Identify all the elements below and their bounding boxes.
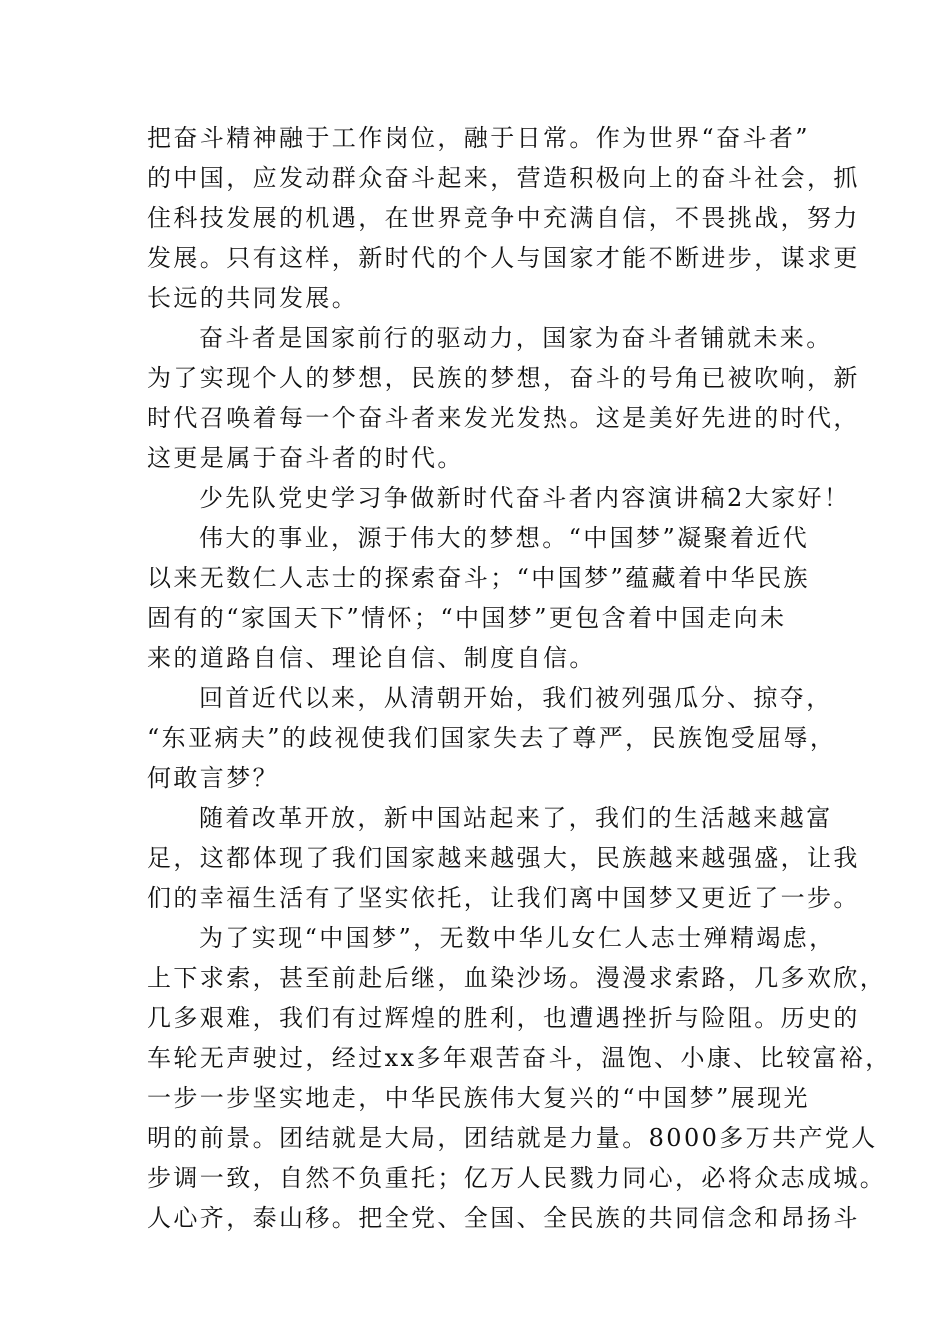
text-line: 来的道路自信、理论自信、制度自信。 xyxy=(147,644,596,672)
text-line: 为了实现个人的梦想，民族的梦想，奋斗的号角已被吹响，新 xyxy=(147,364,860,392)
text-line: 伟大的事业，源于伟大的梦想。“中国梦”凝聚着近代 xyxy=(199,524,810,552)
text-line: 少先队党史学习争做新时代奋斗者内容演讲稿2大家好！ xyxy=(199,484,851,512)
text-line: 明的前景。团结就是大局，团结就是力量。8000多万共产党人 xyxy=(147,1124,878,1152)
text-line: 回首近代以来，从清朝开始，我们被列强瓜分、掠夺， xyxy=(199,684,833,712)
text-line: 把奋斗精神融于工作岗位，融于日常。作为世界“奋斗者” xyxy=(147,124,810,152)
text-line: 一步一步坚实地走，中华民族伟大复兴的“中国梦”展现光 xyxy=(147,1084,810,1112)
text-line: 的中国，应发动群众奋斗起来，营造积极向上的奋斗社会，抓 xyxy=(147,164,860,192)
text-line: 时代召唤着每一个奋斗者来发光发热。这是美好先进的时代， xyxy=(147,404,860,432)
text-line: 这更是属于奋斗者的时代。 xyxy=(147,444,464,472)
text-line: 人心齐，泰山移。把全党、全国、全民族的共同信念和昂扬斗 xyxy=(147,1204,860,1232)
paragraph-4 xyxy=(147,518,810,678)
paragraph-3 xyxy=(147,478,851,518)
text-line: 车轮无声驶过，经过xx多年艰苦奋斗，温饱、小康、比较富裕， xyxy=(147,1044,892,1072)
paragraph-6 xyxy=(147,798,860,918)
text-line: 几多艰难，我们有过辉煌的胜利，也遭遇挫折与险阻。历史的 xyxy=(147,1004,860,1032)
text-line: 上下求索，甚至前赴后继，血染沙场。漫漫求索路，几多欢欣， xyxy=(147,964,887,992)
text-line: 住科技发展的机遇，在世界竞争中充满自信，不畏挑战，努力 xyxy=(147,204,860,232)
paragraph-1 xyxy=(147,118,860,318)
paragraph-5 xyxy=(147,678,837,798)
text-line: 步调一致，自然不负重托；亿万人民戮力同心，必将众志成城。 xyxy=(147,1164,887,1192)
text-line: 们的幸福生活有了坚实依托，让我们离中国梦又更近了一步。 xyxy=(147,884,860,912)
text-line: 奋斗者是国家前行的驱动力，国家为奋斗者铺就未来。 xyxy=(199,324,833,352)
text-line: 随着改革开放，新中国站起来了，我们的生活越来越富 xyxy=(199,804,833,832)
paragraph-2 xyxy=(147,318,860,478)
paragraph-7 xyxy=(147,918,892,1238)
text-line: 发展。只有这样，新时代的个人与国家才能不断进步，谋求更 xyxy=(147,244,860,272)
text-line: 何敢言梦？ xyxy=(147,764,279,792)
text-line: 固有的“家国天下”情怀；“中国梦”更包含着中国走向未 xyxy=(147,604,787,632)
document-body xyxy=(147,118,892,1238)
text-line: 长远的共同发展。 xyxy=(147,284,359,312)
text-line: 为了实现“中国梦”，无数中华儿女仁人志士殚精竭虑， xyxy=(199,924,836,952)
text-line: 足，这都体现了我们国家越来越强大，民族越来越强盛，让我 xyxy=(147,844,860,872)
text-line: “东亚病夫”的歧视使我们国家失去了尊严，民族饱受屈辱， xyxy=(147,724,837,752)
text-line: 以来无数仁人志士的探索奋斗；“中国梦”蕴藏着中华民族 xyxy=(147,564,810,592)
